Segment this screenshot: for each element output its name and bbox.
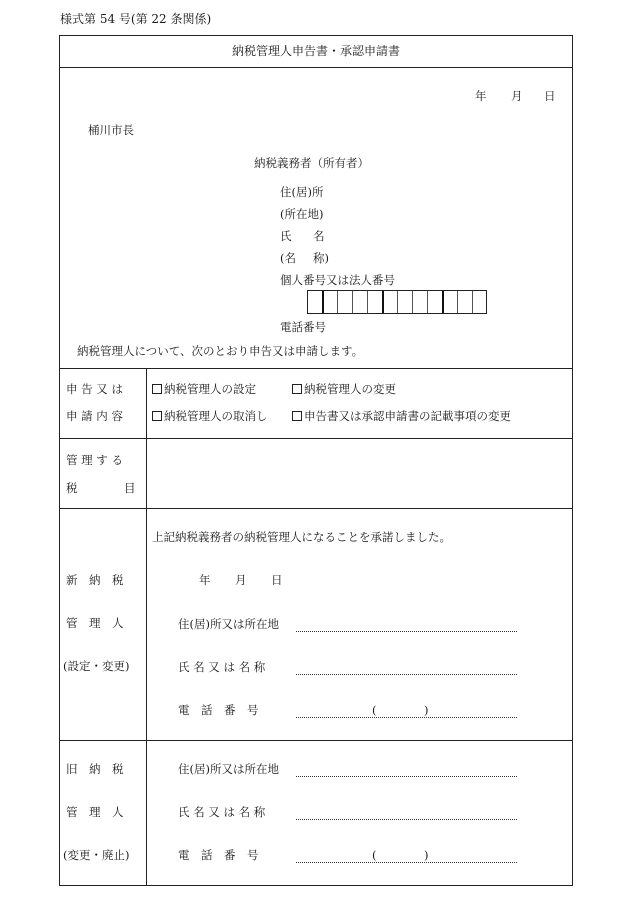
new-address-label: 住(居)所又は所在地 bbox=[178, 617, 279, 631]
number-cell-divider bbox=[472, 291, 473, 313]
new-phone-field[interactable] bbox=[296, 717, 517, 718]
date-day-label: 日 bbox=[544, 89, 556, 103]
individual-number-boxes[interactable] bbox=[307, 290, 487, 314]
statement-text: 納税管理人について、次のとおり申告又は申請します。 bbox=[77, 344, 364, 358]
label-column-divider bbox=[146, 368, 147, 886]
old-phone-paren-close: ) bbox=[424, 848, 429, 862]
date-month-label: 月 bbox=[511, 89, 523, 103]
taxes-label-line1: 管 理 す る bbox=[66, 453, 123, 467]
number-cell-divider bbox=[322, 291, 324, 313]
taxes-label-line2b: 目 bbox=[124, 481, 136, 495]
new-name-field[interactable] bbox=[296, 674, 517, 675]
old-phone-paren-open: ( bbox=[372, 848, 377, 862]
managed-taxes-field[interactable] bbox=[150, 443, 568, 503]
taxpayer-heading: 納税義務者（所有者） bbox=[254, 156, 369, 170]
taxpayer-number-label: 個人番号又は法人番号 bbox=[280, 273, 395, 287]
old-name-label: 氏 名 又 は 名 称 bbox=[178, 805, 266, 819]
checkbox-icon[interactable] bbox=[152, 384, 162, 394]
taxes-label-line2a: 税 bbox=[66, 481, 78, 495]
number-cell-divider bbox=[427, 291, 428, 313]
old-label-line1: 旧 納 税 bbox=[66, 762, 124, 776]
checkbox-icon[interactable] bbox=[152, 411, 162, 421]
date-year-label: 年 bbox=[475, 89, 487, 103]
new-date-month-label: 月 bbox=[235, 573, 247, 587]
content-label-line2: 申 請 内 容 bbox=[66, 409, 123, 423]
checkbox-icon[interactable] bbox=[292, 384, 302, 394]
form-title: 納税管理人申告書・承認申請書 bbox=[231, 44, 400, 58]
option-change[interactable]: 納税管理人の変更 bbox=[292, 384, 396, 396]
new-label-line2: 管 理 人 bbox=[66, 616, 124, 630]
number-cell-divider bbox=[397, 291, 398, 313]
number-cell-divider bbox=[457, 291, 458, 313]
new-date-year-label: 年 bbox=[199, 573, 211, 587]
content-label-line1: 申 告 又 は bbox=[66, 382, 123, 396]
title-divider bbox=[59, 67, 573, 68]
option-amend[interactable]: 申告書又は承認申請書の記載事項の変更 bbox=[292, 411, 511, 423]
number-cell-divider bbox=[352, 291, 353, 313]
addressee: 桶川市長 bbox=[88, 123, 134, 137]
row-divider bbox=[59, 508, 573, 509]
new-label-line3: (設定・変更) bbox=[63, 659, 130, 673]
row-divider bbox=[59, 368, 573, 369]
taxpayer-address-label: 住(居)所 bbox=[280, 185, 324, 199]
number-cell-divider bbox=[382, 291, 384, 313]
number-cell-divider bbox=[412, 291, 413, 313]
row-divider bbox=[59, 740, 573, 741]
number-cell-divider bbox=[442, 291, 444, 313]
old-address-field[interactable] bbox=[296, 776, 517, 777]
number-cell-divider bbox=[337, 291, 338, 313]
old-phone-label: 電 話 番 号 bbox=[178, 848, 259, 862]
number-cell-divider bbox=[367, 291, 368, 313]
new-phone-label: 電 話 番 号 bbox=[178, 703, 259, 717]
option-cancel[interactable]: 納税管理人の取消し bbox=[152, 411, 268, 423]
consent-text: 上記納税義務者の納税管理人になることを承諾しました。 bbox=[152, 530, 451, 544]
row-divider bbox=[59, 438, 573, 439]
new-address-field[interactable] bbox=[296, 631, 517, 632]
new-name-label: 氏 名 又 は 名 称 bbox=[178, 660, 266, 674]
old-name-field[interactable] bbox=[296, 819, 517, 820]
new-phone-paren-open: ( bbox=[372, 703, 377, 717]
checkbox-icon[interactable] bbox=[292, 411, 302, 421]
taxpayer-name-label-2: 名 bbox=[313, 229, 325, 243]
taxpayer-name-sub-1: (名 bbox=[280, 251, 296, 265]
new-label-line1: 新 納 税 bbox=[66, 573, 124, 587]
taxpayer-phone-label: 電話番号 bbox=[280, 320, 326, 334]
option-set[interactable]: 納税管理人の設定 bbox=[152, 384, 256, 396]
taxpayer-name-label-1: 氏 bbox=[280, 229, 292, 243]
old-address-label: 住(居)所又は所在地 bbox=[178, 762, 279, 776]
taxpayer-name-sub-2: 称) bbox=[313, 251, 329, 265]
taxpayer-location-label: (所在地) bbox=[280, 207, 324, 221]
new-phone-paren-close: ) bbox=[424, 703, 429, 717]
old-phone-field[interactable] bbox=[296, 862, 517, 863]
form-number-note: 様式第 54 号(第 22 条関係) bbox=[60, 12, 212, 26]
old-label-line2: 管 理 人 bbox=[66, 805, 124, 819]
old-label-line3: (変更・廃止) bbox=[63, 848, 130, 862]
new-date-day-label: 日 bbox=[271, 573, 283, 587]
